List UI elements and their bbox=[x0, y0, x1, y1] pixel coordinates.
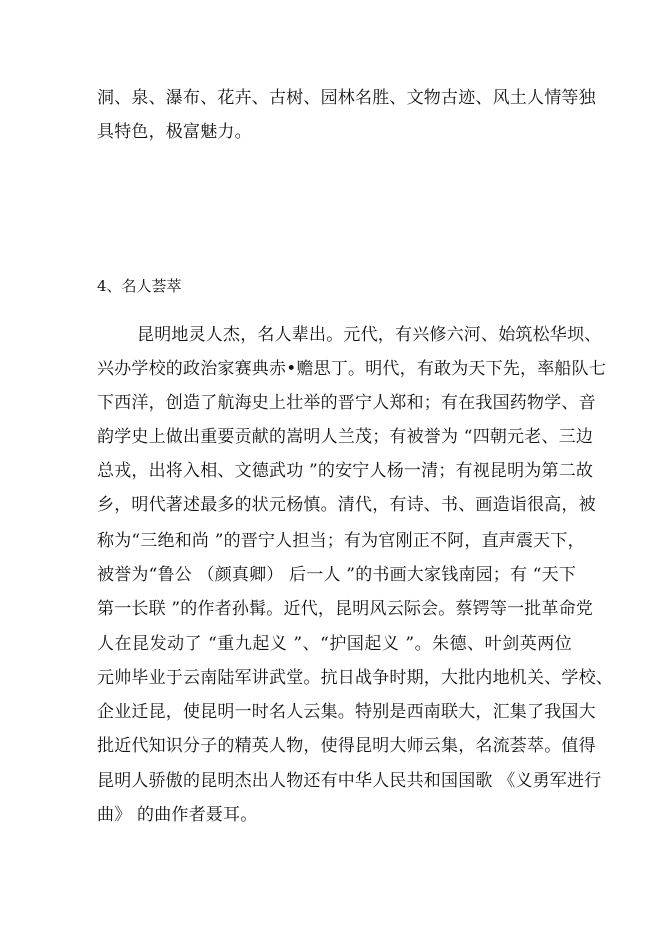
paragraph-line-3: 下西洋，创造了航海史上壮举的晋宁人郑和；有在我国药物学、音 bbox=[97, 393, 596, 413]
paragraph-line-11: 元帅毕业于云南陆军讲武堂。抗日战争时期，大批内地机关、学校、 bbox=[97, 668, 613, 688]
paragraph-line-7: 称为“三绝和尚 ”的晋宁人担当；有为官刚正不阿，直声震天下， bbox=[97, 531, 585, 551]
paragraph-line-8: 被誉为“鲁公 （颜真卿） 后一人 ”的书画大家钱南园；有 “天下 bbox=[97, 565, 577, 585]
intro-line-2: 具特色，极富魅力。 bbox=[97, 122, 252, 142]
paragraph-line-1: 昆明地灵人杰，名人辈出。元代，有兴修六河、始筑松华坝、 bbox=[137, 325, 602, 345]
paragraph-line-15: 曲》 的曲作者聂耳。 bbox=[97, 805, 258, 825]
paragraph-line-4: 韵学史上做出重要贡献的嵩明人兰茂；有被誉为 “四朝元老、三边 bbox=[97, 427, 594, 447]
paragraph-line-5: 总戎，出将入相、文德武功 ”的安宁人杨一清；有视昆明为第二故 bbox=[97, 461, 594, 481]
intro-line-1: 洞、泉、瀑布、花卉、古树、园林名胜、文物古迹、风土人情等独 bbox=[97, 88, 596, 108]
paragraph-line-12: 企业迁昆，使昆明一时名人云集。特别是西南联大，汇集了我国大 bbox=[97, 702, 596, 722]
paragraph-line-14: 昆明人骄傲的昆明杰出人物还有中华人民共和国国歌 《义勇军进行 bbox=[97, 771, 602, 791]
paragraph-line-2: 兴办学校的政治家赛典赤•赡思丁。明代，有敢为天下先，率船队七 bbox=[97, 359, 607, 379]
paragraph-line-9: 第一长联 ”的作者孙髯。近代，昆明风云际会。蔡锷等一批革命党 bbox=[97, 599, 594, 619]
paragraph-line-6: 乡，明代著述最多的状元杨慎。清代，有诗、书、画造诣很高，被 bbox=[97, 495, 596, 515]
paragraph-line-13: 批近代知识分子的精英人物，使得昆明大师云集，名流荟萃。值得 bbox=[97, 736, 596, 756]
paragraph-line-10: 人在昆发动了 “重九起义 ”、“护国起义 ”。朱德、叶剑英两位 bbox=[97, 634, 572, 654]
section-heading: 4、名人荟萃 bbox=[97, 277, 182, 295]
